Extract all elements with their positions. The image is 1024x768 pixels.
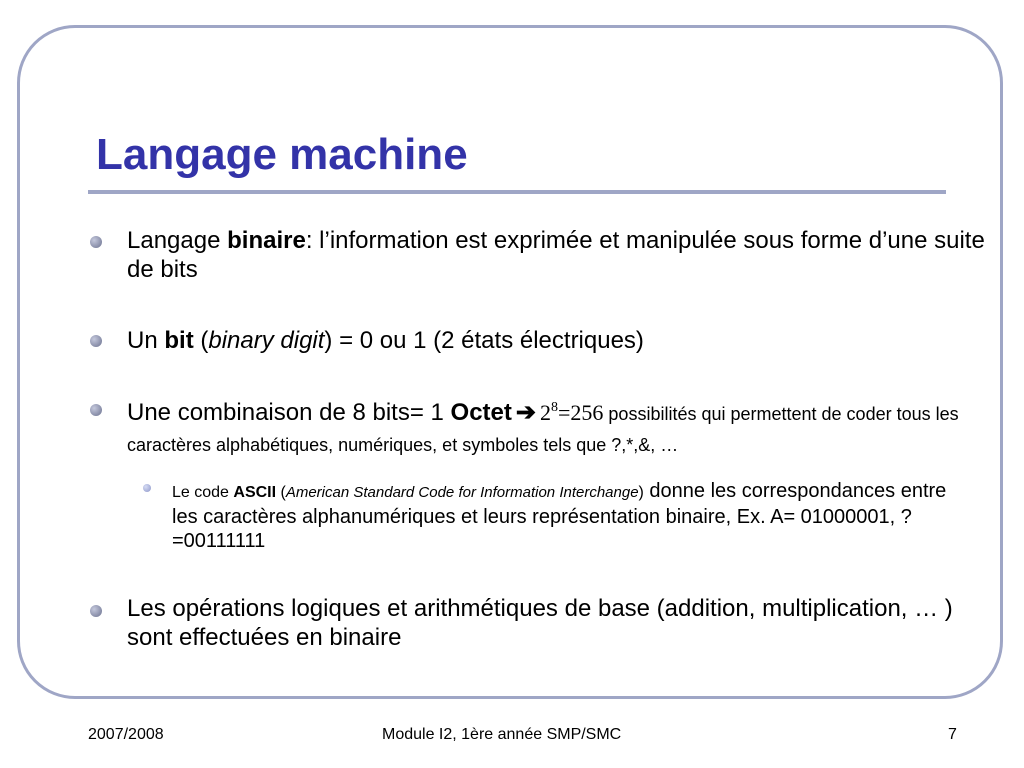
text: ) = 0 ou 1 (2 états électriques) bbox=[324, 327, 644, 354]
footer-course: Module I2, 1ère année SMP/SMC bbox=[382, 726, 622, 743]
keyword-octet: Octet bbox=[450, 399, 512, 426]
footer-date: 2007/2008 bbox=[88, 726, 164, 743]
bullet-icon bbox=[90, 605, 102, 617]
sub-bullet-icon bbox=[143, 484, 151, 492]
text: : l’information est exprimée et manipulée sous forme d’une suite de bits bbox=[127, 227, 985, 283]
bullet-icon bbox=[90, 335, 102, 347]
text: ( bbox=[276, 484, 286, 501]
formula-2-pow-8: $2^8=256$ bbox=[540, 400, 604, 425]
text: Un bbox=[127, 327, 165, 354]
footer-page-number: 7 bbox=[948, 726, 957, 743]
bullet-octet bbox=[127, 393, 997, 460]
bullet-operations bbox=[127, 594, 997, 652]
text: possibilités qui permettent de coder tous les caractères alphabétiques, numériques, et symboles tels que ?,*,&, … bbox=[127, 404, 959, 455]
bullet-binary-language bbox=[127, 226, 997, 284]
text: donne les correspondances entre les caractères alphanumériques et leurs représentation binaire, Ex. A= 01000001, ?=00111111 bbox=[172, 480, 947, 552]
text: ) bbox=[638, 484, 644, 501]
text: Le code bbox=[172, 484, 234, 501]
keyword-ascii: ASCII bbox=[233, 484, 277, 501]
bullet-bit bbox=[127, 326, 997, 355]
title-underline bbox=[88, 190, 946, 194]
bullet-icon bbox=[90, 404, 102, 416]
keyword-bit: bit bbox=[164, 327, 194, 354]
text: Une combinaison de 8 bits= 1 bbox=[127, 399, 451, 426]
text: ( bbox=[193, 327, 209, 354]
bullet-icon bbox=[90, 236, 102, 248]
term-binary-digit: binary digit bbox=[208, 327, 325, 354]
term-ascii-expansion: American Standard Code for Information Interchange bbox=[285, 484, 639, 501]
right-arrow-icon: ➔ bbox=[515, 399, 536, 426]
slide-title: Langage machine bbox=[96, 130, 468, 179]
text: Langage bbox=[127, 227, 228, 254]
sub-bullet-ascii bbox=[172, 479, 972, 553]
keyword-binaire: binaire bbox=[227, 227, 306, 254]
text: Les opérations logiques et arithmétiques de base (addition, multiplication, … ) sont effectuées en binaire bbox=[127, 595, 953, 651]
